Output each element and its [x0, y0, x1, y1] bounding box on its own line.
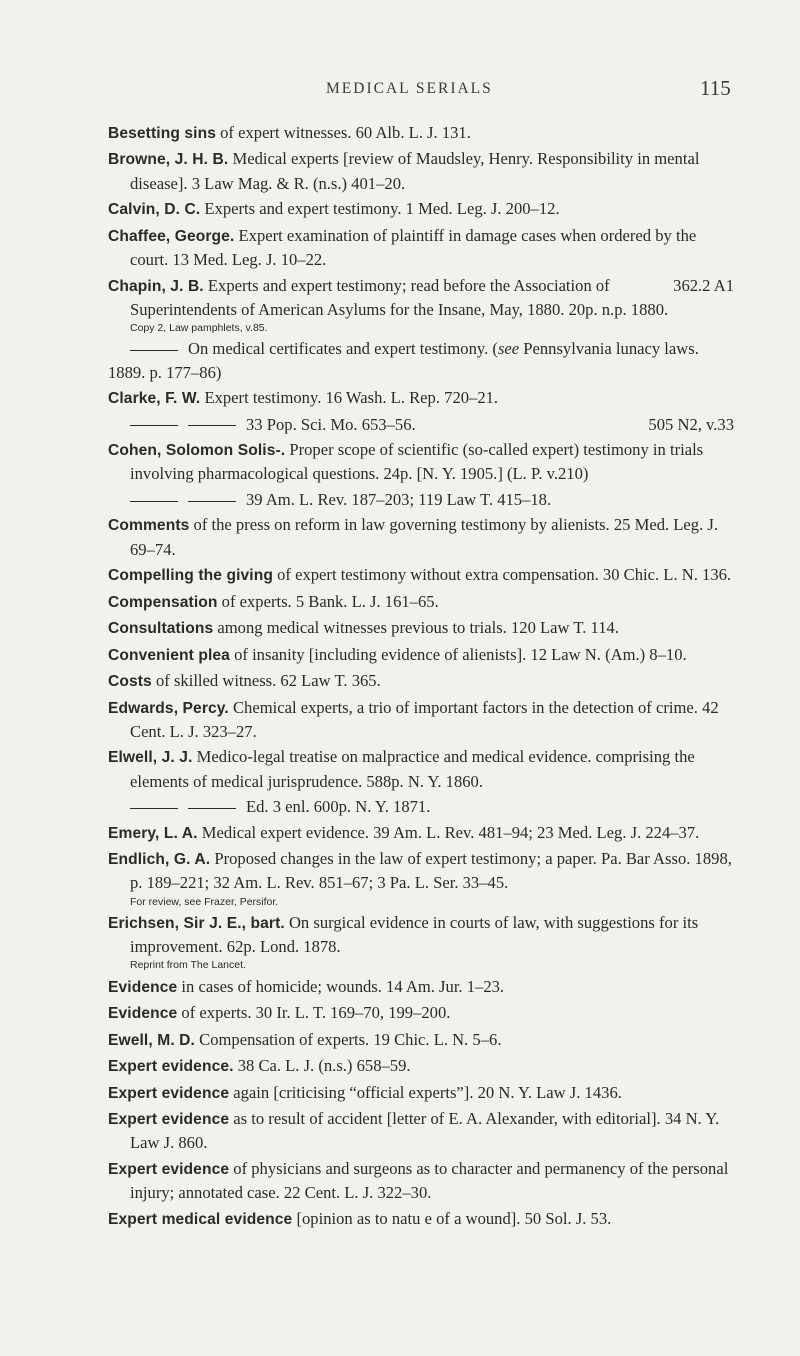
entry-text: of expert testimony without extra compensation. 30 Chic. L. N. 136. [272, 565, 732, 585]
entry-text: 39 Am. L. Rev. 187–203; 119 Law T. 415–18. [246, 489, 552, 509]
entry-text: Ed. 3 enl. 600p. N. Y. 1871. [246, 797, 431, 817]
entry-text: Proper scope of scientific (so-called expert) testimony in trials involving pharmacological questions. 24p. [N. Y. 1905.] (L. P. v.210) [130, 440, 704, 484]
entry-text: in cases of homicide; wounds. 14 Am. Jur. 1–23. [177, 976, 505, 996]
entry-text: as to result of accident [letter of E. A. Alexander, with editorial]. 34 N. Y. Law J. 860. [130, 1109, 720, 1153]
bibliography-entry [108, 616, 734, 640]
entry-text: of expert witnesses. 60 Alb. L. J. 131. [215, 123, 471, 142]
entry-text: Medico-legal treatise on malpractice and medical evidence. comprising the elements of medical jurisprudence. 588p. N. Y. 1860. [130, 747, 695, 791]
entry-heading: Expert evidence [108, 1084, 230, 1102]
bibliography-entry [108, 1028, 734, 1052]
entry-heading: Cohen, Solomon Solis-. [108, 442, 286, 460]
entry-text: Medical expert evidence. 39 Am. L. Rev. 481–94; 23 Med. Leg. J. 224–37. [197, 822, 700, 842]
entry-heading: Compelling the giving [108, 567, 273, 585]
entry-heading: Evidence [108, 1005, 178, 1023]
entry-text: Expert testimony. 16 Wash. L. Rep. 720–21. [200, 388, 499, 408]
bibliography-entry [108, 696, 734, 744]
entry-text: again [criticising “official experts”]. 20 N. Y. Law J. 1436. [229, 1082, 622, 1102]
entry-heading: Evidence [108, 978, 178, 996]
entry-text: 33 Pop. Sci. Mo. 653–56. [246, 414, 416, 434]
bibliography-entry [108, 847, 734, 909]
entry-text: 38 Ca. L. J. (n.s.) 658–59. [233, 1056, 411, 1076]
entry-heading: Expert evidence [108, 1160, 230, 1178]
entry-heading: Expert evidence [108, 1111, 230, 1129]
ditto-dash [130, 425, 178, 426]
entry-text: Experts and expert testimony. 1 Med. Leg. J. 200–12. [200, 199, 560, 219]
entry-text: of experts. 5 Bank. L. J. 161–65. [217, 591, 439, 611]
entry-heading: Erichsen, Sir J. E., bart. [108, 914, 285, 932]
running-title: MEDICAL SERIALS [326, 80, 493, 97]
entry-heading: Expert evidence. [108, 1058, 234, 1076]
entry-text: Experts and expert testimony; read before the Association of Superintendents of American Asylums for the Insane, May, 1880. 20p. n.p. 1880. [130, 275, 669, 319]
ditto-dash [188, 501, 236, 502]
bibliography-entry [108, 121, 734, 145]
entry-text: [opinion as to natu e of a wound]. 50 Sol. J. 53. [292, 1208, 612, 1228]
bibliography-entry [108, 745, 734, 793]
entry-heading: Clarke, F. W. [108, 390, 201, 408]
entry-note: For review, see Frazer, Persifor. [130, 895, 279, 908]
bibliography-entry [108, 513, 734, 561]
page-number: 115 [700, 76, 731, 100]
bibliography-entry [108, 1107, 734, 1155]
bibliography-entry [108, 975, 734, 999]
bibliography-entry [108, 413, 734, 436]
bibliography-entry [108, 911, 734, 973]
entry-text: of experts. 30 Ir. L. T. 169–70, 199–200. [177, 1003, 451, 1023]
entry-heading: Elwell, J. J. [108, 749, 193, 767]
ditto-dash [130, 808, 178, 809]
bibliography-entry [108, 1081, 734, 1105]
running-head [0, 76, 800, 106]
bibliography-entry [108, 1054, 734, 1078]
entry-note: Copy 2, Law pamphlets, v.85. [130, 322, 268, 335]
ditto-dash [130, 350, 178, 351]
bibliography-entry [108, 488, 734, 511]
entry-heading: Besetting sins [108, 125, 216, 142]
entry-heading: Emery, L. A. [108, 824, 198, 842]
entry-text: of skilled witness. 62 Law T. 365. [151, 671, 381, 691]
bibliography-entry [108, 1001, 734, 1025]
entry-text: On medical certificates and expert testimony. ( [188, 339, 498, 359]
entry-heading: Expert medical evidence [108, 1210, 293, 1228]
entry-text: Proposed changes in the law of expert testimony; a paper. Pa. Bar Asso. 1898, p. 189–221; 32 Am. L. Rev. 851–67; 3 Pa. L. Ser. 33–45. [130, 849, 732, 893]
entry-heading: Chapin, J. B. [108, 277, 204, 295]
bibliography-entry [108, 643, 734, 667]
entry-italic: see [497, 339, 520, 359]
bibliography-entry [108, 224, 734, 272]
bibliography-entry [108, 1207, 734, 1231]
entry-heading: Convenient plea [108, 646, 230, 664]
bibliography-entry [108, 274, 734, 336]
ditto-dash [130, 501, 178, 502]
entry-note: Reprint from The Lancet. [130, 959, 246, 972]
bibliography-entry [108, 563, 734, 587]
entry-heading: Ewell, M. D. [108, 1031, 195, 1049]
entry-text: of the press on reform in law governing testimony by alienists. 25 Med. Leg. J. 69–74. [130, 515, 718, 559]
bibliography-entry [108, 197, 734, 221]
entry-text: Chemical experts, a trio of important factors in the detection of crime. 42 Cent. L. J. 323–27. [130, 697, 719, 741]
entry-heading: Edwards, Percy. [108, 699, 229, 717]
entry-heading: Comments [108, 517, 190, 535]
entry-heading: Endlich, G. A. [108, 851, 211, 869]
entry-heading: Consultations [108, 620, 214, 638]
bibliography-entry [108, 438, 734, 486]
entry-text: Expert examination of plaintiff in damage cases when ordered by the court. 13 Med. Leg. J. 10–22. [130, 225, 697, 270]
entry-heading: Compensation [108, 593, 218, 611]
bibliography-entry [108, 795, 734, 818]
entry-text: of physicians and surgeons as to character and permanency of the personal injury; annotated case. 22 Cent. L. J. 322–30. [130, 1158, 729, 1203]
bibliography-entry [108, 669, 734, 693]
entry-text: among medical witnesses previous to trials. 120 Law T. 114. [213, 618, 619, 638]
bibliography-entry [108, 821, 734, 845]
bibliography-entry [108, 147, 734, 195]
entry-heading: Calvin, D. C. [108, 201, 201, 219]
entry-text: Compensation of experts. 19 Chic. L. N. 5–6. [194, 1029, 502, 1049]
entry-heading: Costs [108, 673, 152, 691]
entry-heading: Browne, J. H. B. [108, 151, 229, 169]
ditto-dash [188, 425, 236, 426]
entry-text: On surgical evidence in courts of law, with suggestions for its improvement. 62p. Lond. 1878. [130, 912, 699, 957]
ditto-dash [188, 808, 236, 809]
bibliography-entry [108, 1157, 734, 1205]
bibliography-entry [108, 386, 734, 410]
call-number: 362.2 A1 [673, 275, 734, 295]
bibliography-list [108, 121, 734, 1233]
entry-text: Medical experts [review of Maudsley, Henry. Responsibility in mental disease]. 3 Law Mag. & R. (n.s.) 401–20. [130, 149, 700, 193]
call-number: 505 N2, v.33 [648, 414, 734, 434]
entry-heading: Chaffee, George. [108, 227, 235, 245]
bibliography-entry [108, 337, 734, 384]
entry-text: of insanity [including evidence of alienists]. 12 Law N. (Am.) 8–10. [229, 644, 687, 664]
entry-text: Pennsylvania lunacy laws. 1889. p. 177–86) [108, 339, 699, 382]
bibliography-entry [108, 590, 734, 614]
